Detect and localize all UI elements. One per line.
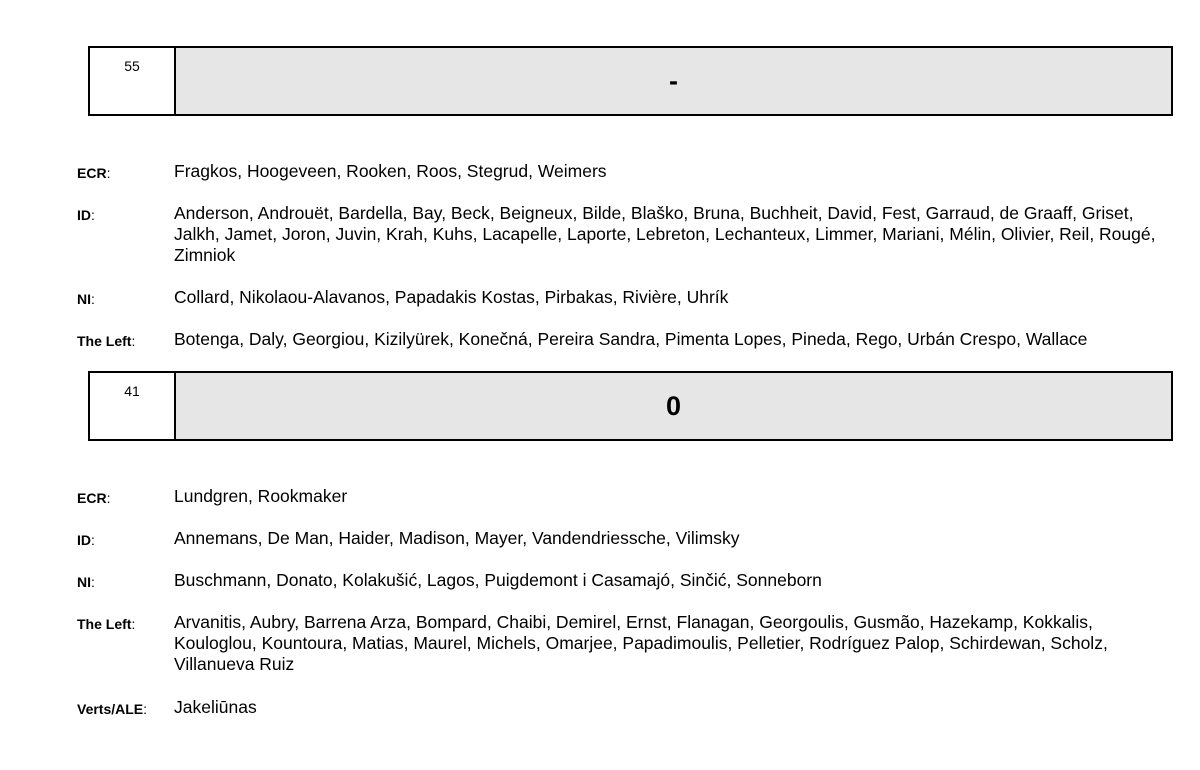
group-members: Buschmann, Donato, Kolakušić, Lagos, Puigdemont i Casamajó, Sinčić, Sonneborn [174, 570, 822, 590]
group-label: Verts/ALE: [77, 701, 148, 717]
group-members: Botenga, Daly, Georgiou, Kizilyürek, Konečná, Pereira Sandra, Pimenta Lopes, Pineda, Rego, Urbán Crespo, Wallace [174, 329, 1088, 349]
group-row-id [0, 528, 1200, 549]
group-members: Jakeliūnas [174, 697, 257, 717]
group-row-ecr [0, 161, 1200, 182]
group-members: Annemans, De Man, Haider, Madison, Mayer, Vandendriessche, Vilimsky [174, 528, 740, 548]
vote-count: 55 [90, 48, 176, 114]
group-row-id [0, 203, 1200, 266]
vote-count: 41 [90, 373, 176, 439]
vote-box-abstain [88, 46, 1173, 116]
group-label: ID: [77, 532, 95, 548]
group-members: Lundgren, Rookmaker [174, 486, 348, 506]
vote-symbol: 0 [176, 373, 1171, 439]
vote-symbol: - [176, 48, 1171, 114]
group-members: Collard, Nikolaou-Alavanos, Papadakis Kostas, Pirbakas, Rivière, Uhrík [174, 287, 729, 307]
group-members: Anderson, Androuët, Bardella, Bay, Beck, Beigneux, Bilde, Blaško, Bruna, Buchheit, David, Fest, Garraud, de Graaff, Griset, Jalkh, Jamet, Joron, Juvin, Krah, Kuhs, Lacapelle, Laporte, Lebreton, Lechanteux, Limmer, Mariani, Mélin, Olivier, Reil, Rougé, Zimniok [174, 203, 1156, 265]
group-label: ID: [77, 207, 95, 223]
group-row-the-left [0, 612, 1200, 675]
group-label: The Left: [77, 616, 136, 632]
group-row-ecr [0, 486, 1200, 507]
group-row-verts-ale [0, 697, 1200, 718]
group-members: Fragkos, Hoogeveen, Rooken, Roos, Stegrud, Weimers [174, 161, 607, 181]
group-label: NI: [77, 574, 95, 590]
group-members: Arvanitis, Aubry, Barrena Arza, Bompard, Chaibi, Demirel, Ernst, Flanagan, Georgoulis, Gusmão, Hazekamp, Kokkalis, Kouloglou, Kountoura, Matias, Maurel, Michels, Omarjee, Papadimoulis, Pelletier, Rodríguez Palop, Schirdewan, Scholz, Villanueva Ruiz [174, 612, 1108, 674]
vote-box-against [88, 371, 1173, 441]
group-label: NI: [77, 291, 95, 307]
group-row-ni [0, 570, 1200, 591]
group-label: ECR: [77, 165, 111, 181]
group-label: ECR: [77, 490, 111, 506]
group-label: The Left: [77, 333, 136, 349]
group-row-the-left [0, 329, 1200, 350]
group-row-ni [0, 287, 1200, 308]
